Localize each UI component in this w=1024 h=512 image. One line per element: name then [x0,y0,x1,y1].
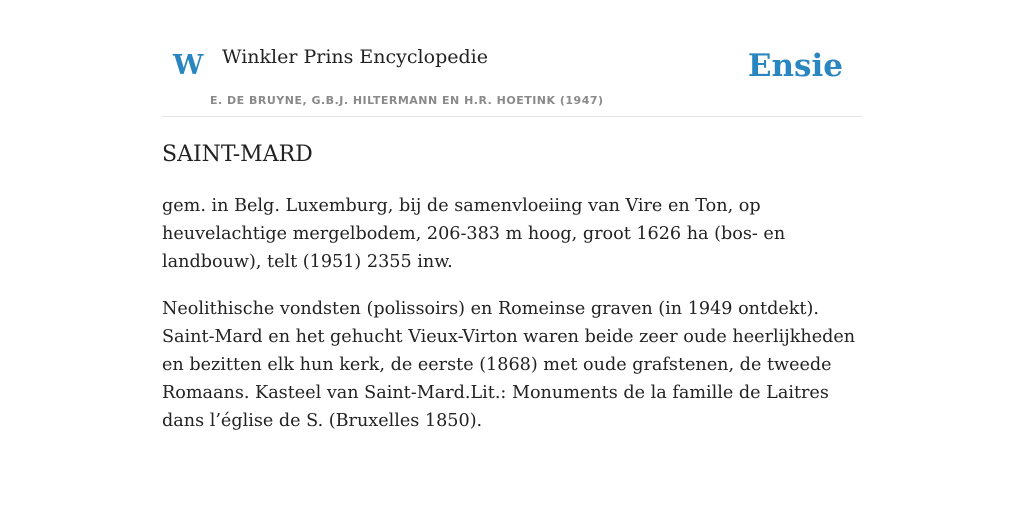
source-authors: E. DE BRUYNE, G.B.J. HILTERMANN EN H.R. HOETINK (1947) [210,94,604,107]
article-paragraph: Neolithische vondsten (polissoirs) en Romeinse graven (in 1949 ontdekt). Saint-Mard en het gehucht Vieux-Virton waren beide zeer oude heerlijkheden en bezitten elk hun kerk, de eerste (1868) met oude grafstenen, de tweede Romaans. Kasteel van Saint-Mard.Lit.: Monuments de la famille de Laitres dans l’église de S. (Bruxelles 1850). [162,299,856,431]
source-header [162,0,862,117]
article-container [162,0,862,431]
article-paragraph: gem. in Belg. Luxemburg, bij de samenvloeiing van Vire en Ton, op heuvelachtige mergelbodem, 206-383 m hoog, groot 1626 ha (bos- en landbouw), telt (1951) 2355 inw. [162,196,786,272]
article-title: SAINT-MARD [162,142,313,167]
ensie-brand-link[interactable]: Ensie [747,48,843,84]
source-title[interactable]: Winkler Prins Encyclopedie [222,46,488,68]
winkler-prins-logo-icon[interactable]: W [173,50,204,81]
